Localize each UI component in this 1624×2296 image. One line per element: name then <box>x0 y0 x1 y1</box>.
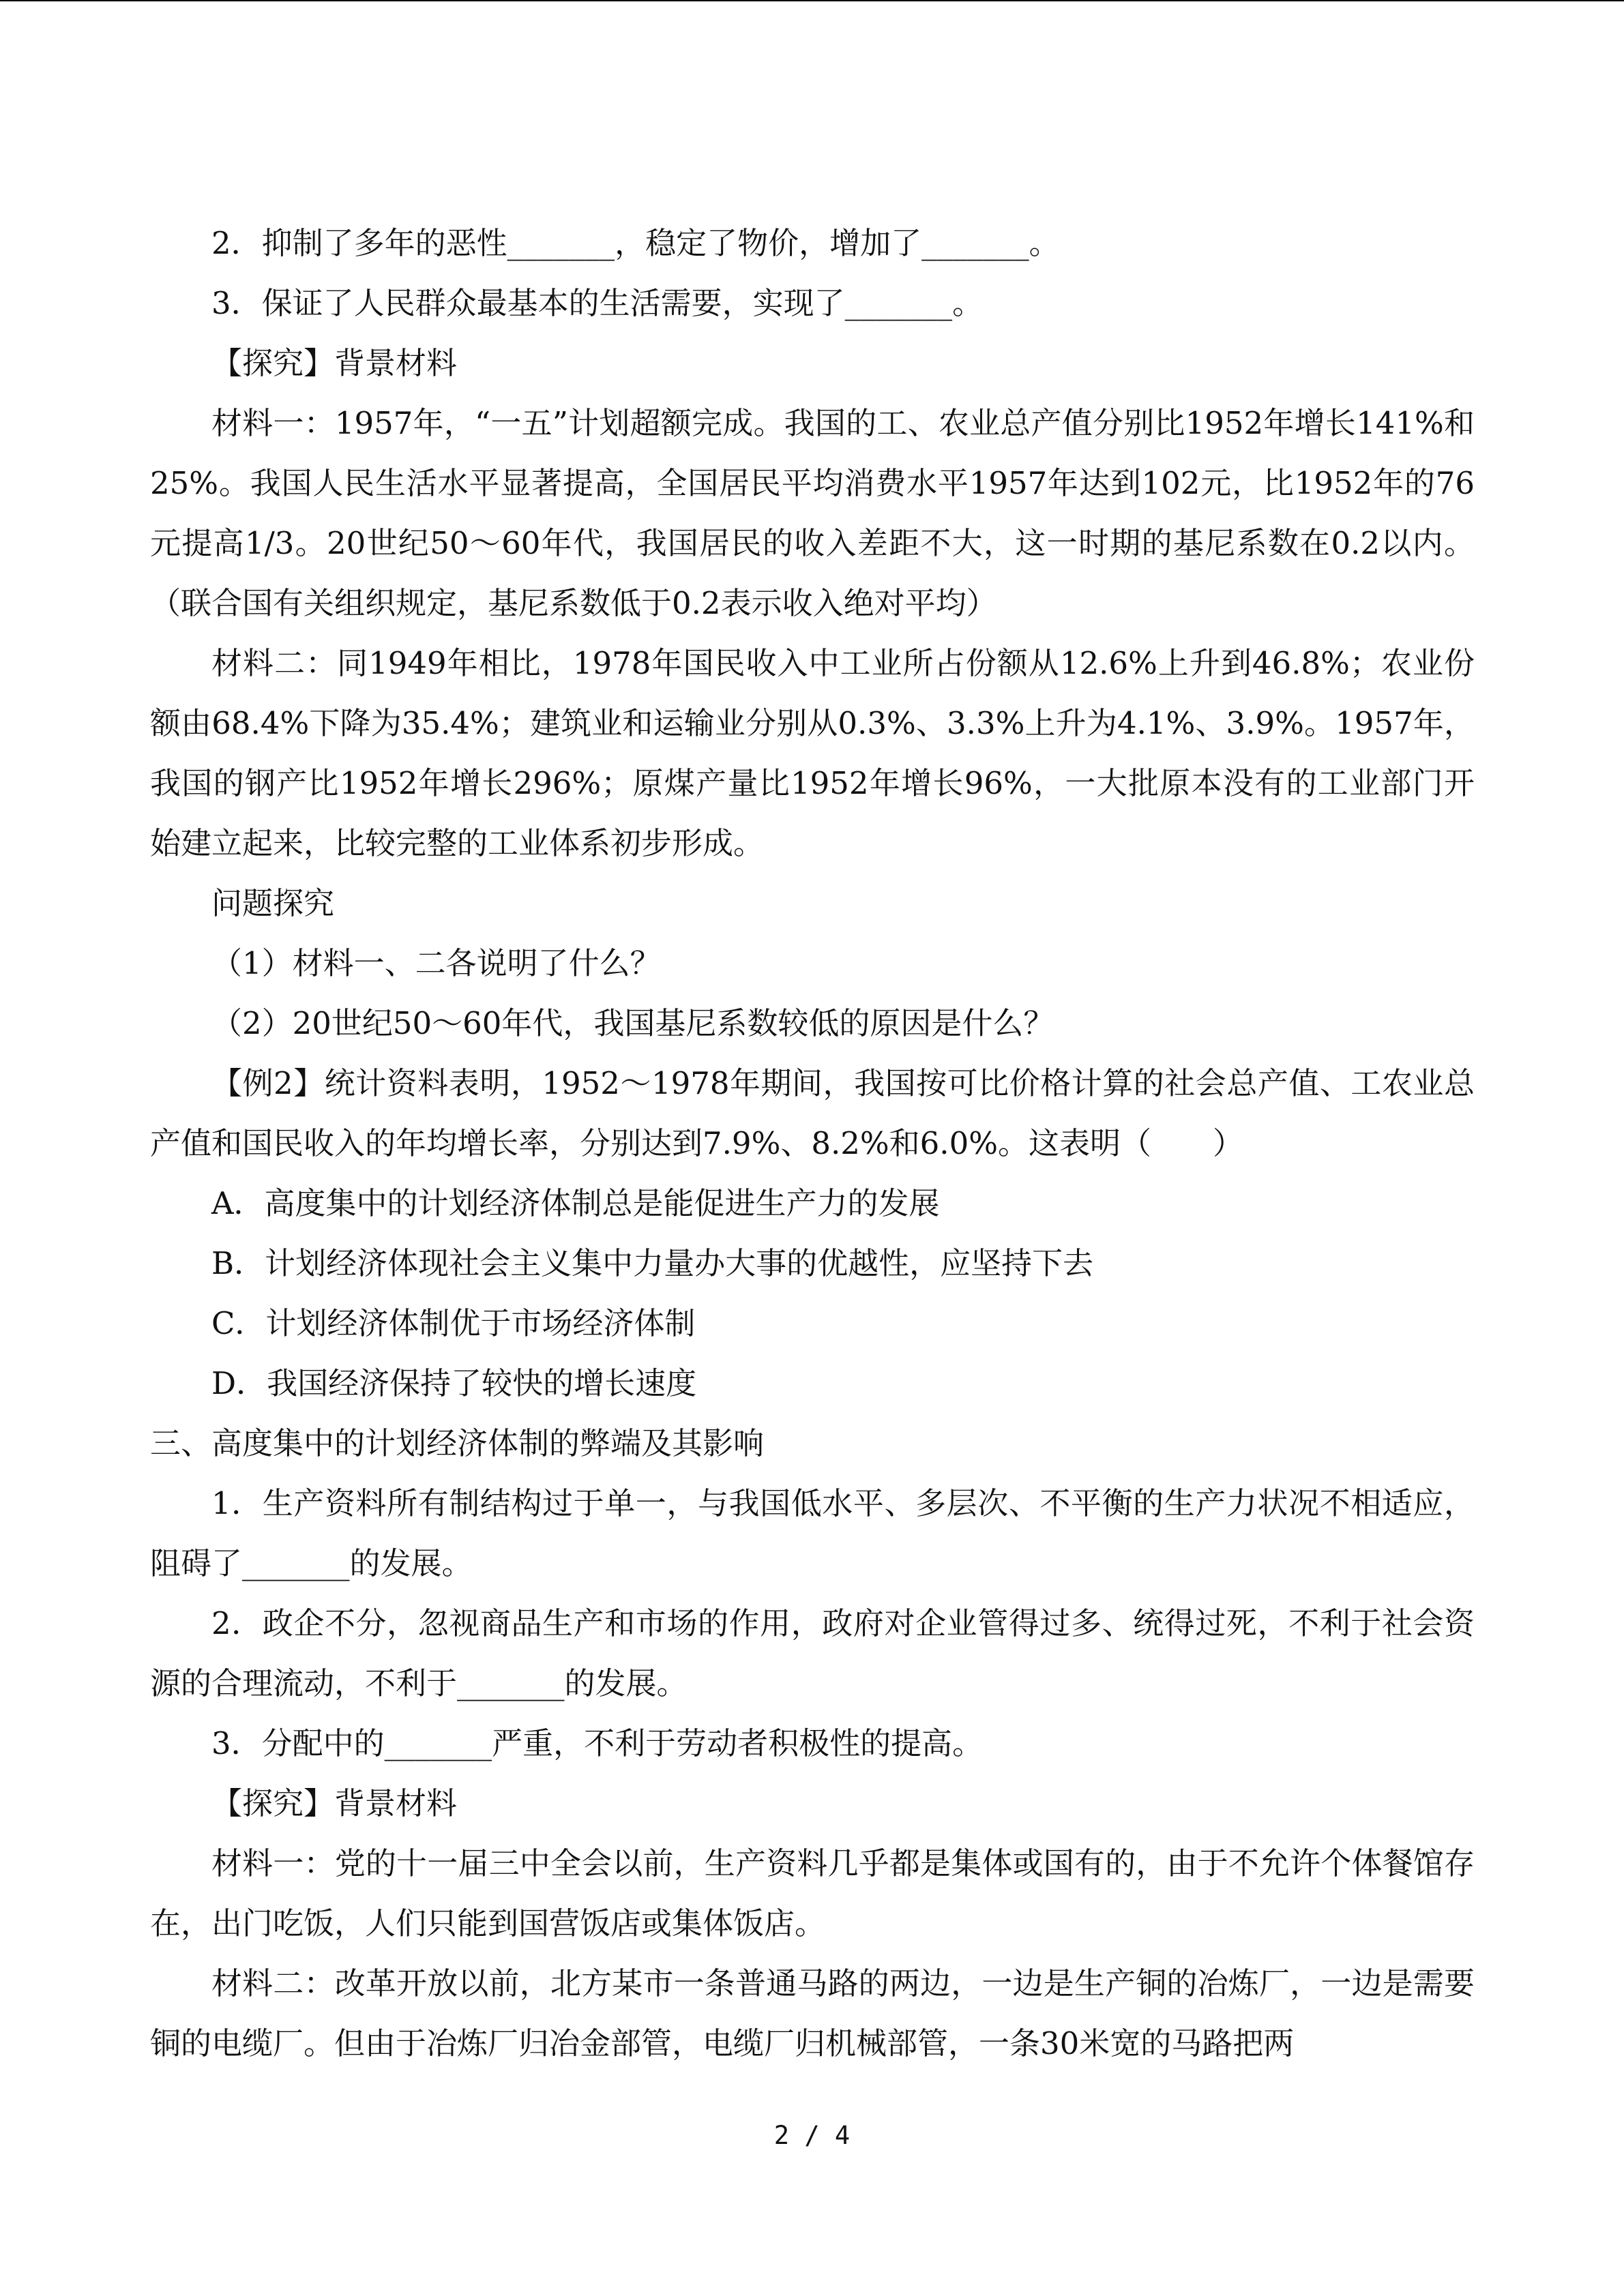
document-body <box>150 213 1475 2074</box>
paragraph: 2．抑制了多年的恶性_______，稳定了物价，增加了_______。 <box>211 225 1060 261</box>
paragraph: 3．分配中的_______严重，不利于劳动者积极性的提高。 <box>211 1725 984 1761</box>
section-heading: 三、高度集中的计划经济体制的弊端及其影响 <box>150 1425 765 1461</box>
paragraph: 材料一：党的十一届三中全会以前，生产资料几乎都是集体或国有的，由于不允许个体餐馆存在，出门吃饭，人们只能到国营饭店或集体饭店。 <box>150 1845 1475 1941</box>
paragraph: 【探究】背景材料 <box>211 1785 458 1821</box>
paragraph: 材料一：1957年，“一五”计划超额完成。我国的工、农业总产值分别比1952年增长141%和25%。我国人民生活水平显著提高，全国居民平均消费水平1957年达到102元，比1952年的76元提高1/3。20世纪50～60年代，我国居民的收入差距不大，这一时期的基尼系数在0.2以内。（联合国有关组织规定，基尼系数低于0.2表示收入绝对平均） <box>150 405 1475 621</box>
paragraph: 材料二：同1949年相比，1978年国民收入中工业所占份额从12.6%上升到46.8%；农业份额由68.4%下降为35.4%；建筑业和运输业分别从0.3%、3.3%上升为4.1%、3.9%。1957年，我国的钢产比1952年增长296%；原煤产量比1952年增长96%，一大批原本没有的工业部门开始建立起来，比较完整的工业体系初步形成。 <box>150 645 1475 861</box>
paragraph: （2）20世纪50～60年代，我国基尼系数较低的原因是什么？ <box>211 1005 1054 1041</box>
answer-option: C．计划经济体制优于市场经济体制 <box>211 1305 696 1341</box>
paragraph: （1）材料一、二各说明了什么？ <box>211 945 661 981</box>
page-number: 2 / 4 <box>773 2121 851 2150</box>
answer-option: B．计划经济体现社会主义集中力量办大事的优越性，应坚持下去 <box>211 1245 1094 1281</box>
paragraph: 1．生产资料所有制结构过于单一，与我国低水平、多层次、不平衡的生产力状况不相适应，阻碍了_______的发展。 <box>150 1485 1475 1581</box>
paragraph: 【例2】统计资料表明，1952～1978年期间，我国按可比价格计算的社会总产值、工农业总产值和国民收入的年均增长率，分别达到7.9%、8.2%和6.0%。这表明（ ） <box>150 1065 1475 1161</box>
paragraph: 材料二：改革开放以前，北方某市一条普通马路的两边，一边是生产铜的冶炼厂，一边是需要铜的电缆厂。但由于冶炼厂归冶金部管，电缆厂归机械部管，一条30米宽的马路把两 <box>150 1965 1475 2061</box>
paragraph: 2．政企不分，忽视商品生产和市场的作用，政府对企业管得过多、统得过死，不利于社会资源的合理流动，不利于_______的发展。 <box>150 1605 1475 1701</box>
answer-option: A．高度集中的计划经济体制总是能促进生产力的发展 <box>211 1185 940 1221</box>
paragraph: 问题探究 <box>211 885 335 921</box>
answer-option: D．我国经济保持了较快的增长速度 <box>211 1365 697 1401</box>
paragraph: 【探究】背景材料 <box>211 345 458 381</box>
paragraph: 3．保证了人民群众最基本的生活需要，实现了_______。 <box>211 285 984 321</box>
